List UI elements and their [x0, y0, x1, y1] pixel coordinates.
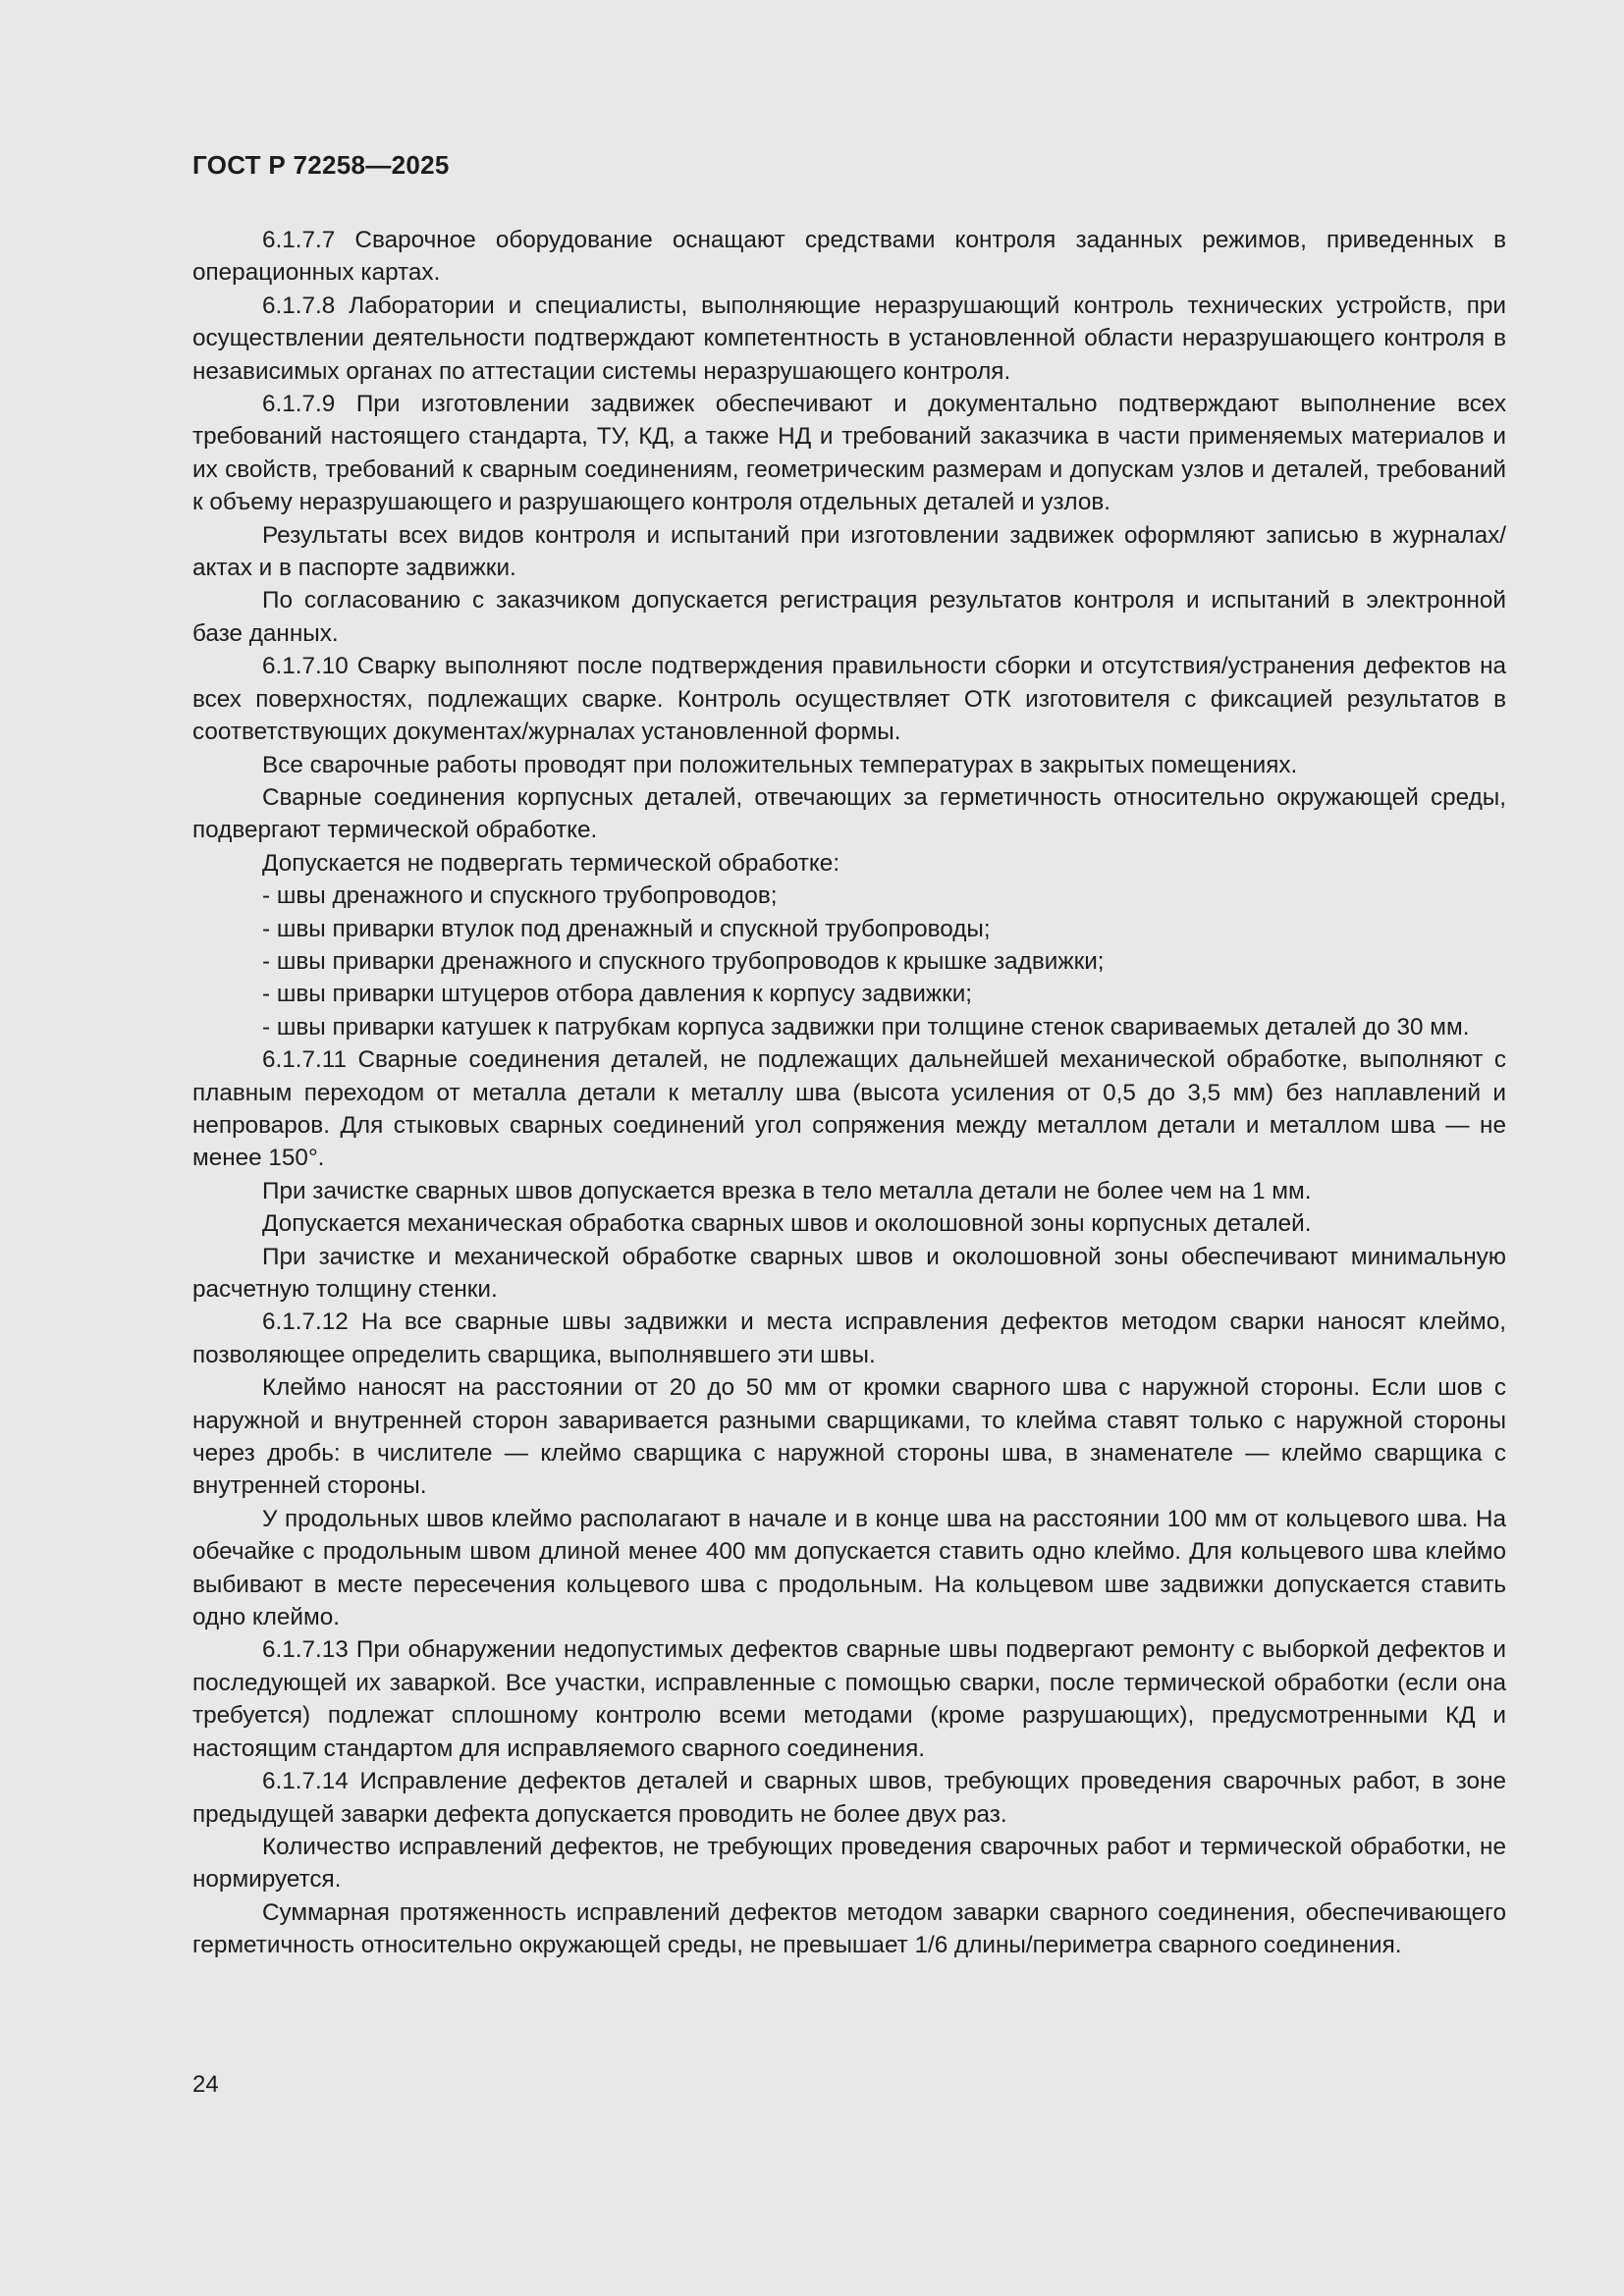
list-item: - швы дренажного и спускного трубопроводов; [262, 882, 778, 910]
paragraph: Все сварочные работы проводят при положительных температурах в закрытых помещениях. [262, 751, 1298, 778]
paragraph: 6.1.7.11 Сварные соединения деталей, не подлежащих дальнейшей механической обработке, выполняют с плавным переходом от металла детали к металлу шва (высота усиления от 0,5 до 3,5 мм) без наплавлений и непроваров. Для стыковых сварных соединений угол сопряжения между металлом детали и металлом шва — не менее 150°. [192, 1046, 1506, 1172]
paragraph: Сварные соединения корпусных деталей, отвечающих за герметичность относительно окружающей среды, подвергают термической обработке. [192, 783, 1506, 844]
paragraph: Клеймо наносят на расстоянии от 20 до 50 мм от кромки сварного шва с наружной стороны. Если шов с наружной и внутренней сторон заваривается разными сварщиками, то клейма ставят только с наружной стороны через дробь: в числителе — клеймо сварщика с наружной стороны шва, в знаменателе — клеймо сварщика с внутренней стороны. [192, 1374, 1506, 1500]
paragraph: Допускается не подвергать термической обработке: [262, 849, 840, 877]
paragraph: При зачистке сварных швов допускается врезка в тело металла детали не более чем на 1 мм. [262, 1177, 1312, 1204]
paragraph: Результаты всех видов контроля и испытаний при изготовлении задвижек оформляют записью в журналах/актах и в паспорте задвижки. [192, 521, 1506, 582]
paragraph: 6.1.7.14 Исправление дефектов деталей и сварных швов, требующих проведения сварочных работ, в зоне предыдущей заварки дефекта допускается проводить не более двух раз. [192, 1768, 1506, 1828]
document-page [192, 145, 1506, 1962]
paragraph: 6.1.7.13 При обнаружении недопустимых дефектов сварные швы подвергают ремонту с выборкой дефектов и последующей их заваркой. Все участки, исправленные с помощью сварки, после термической обработки (если она требуется) подлежат сплошному контролю всеми методами (кроме разрушающих), предусмотренными КД и настоящим стандартом для исправляемого сварного соединения. [192, 1636, 1506, 1762]
list-item: - швы приварки втулок под дренажный и спускной трубопроводы; [262, 915, 991, 942]
list-item: - швы приварки катушек к патрубкам корпуса задвижки при толщине стенок свариваемых деталей до 30 мм. [262, 1013, 1470, 1041]
paragraph: У продольных швов клеймо располагают в начале и в конце шва на расстоянии 100 мм от кольцевого шва. На обечайке с продольным швом длиной менее 400 мм допускается ставить одно клеймо. Для кольцевого шва клеймо выбивают в месте пересечения кольцевого шва с продольным. На кольцевом шве задвижки допускается ставить одно клеймо. [192, 1505, 1506, 1631]
paragraph: 6.1.7.10 Сварку выполняют после подтверждения правильности сборки и отсутствия/устранения дефектов на всех поверхностях, подлежащих сварке. Контроль осуществляет ОТК изготовителя с фиксацией результатов в соответствующих документах/журналах установленной формы. [192, 653, 1506, 746]
paragraph: 6.1.7.7 Сварочное оборудование оснащают средствами контроля заданных режимов, приведенных в операционных картах. [192, 227, 1506, 287]
document-body [192, 224, 1506, 1962]
paragraph: 6.1.7.8 Лаборатории и специалисты, выполняющие неразрушающий контроль технических устройств, при осуществлении деятельности подтверждают компетентность в установленной области неразрушающего контроля в независимых органах по аттестации системы неразрушающего контроля. [192, 292, 1506, 385]
paragraph: Суммарная протяженность исправлений дефектов методом заварки сварного соединения, обеспечивающего герметичность относительно окружающей среды, не превышает 1/6 длины/периметра сварного соединения. [192, 1898, 1506, 1959]
document-header: ГОСТ Р 72258—2025 [192, 150, 450, 180]
paragraph: Допускается механическая обработка сварных швов и околошовной зоны корпусных деталей. [262, 1210, 1312, 1238]
list-item: - швы приварки дренажного и спускного трубопроводов к крышке задвижки; [262, 947, 1105, 975]
list-item: - швы приварки штуцеров отбора давления к корпусу задвижки; [262, 981, 973, 1008]
paragraph: 6.1.7.12 На все сварные швы задвижки и места исправления дефектов методом сварки наносят клеймо, позволяющее определить сварщика, выполнявшего эти швы. [192, 1308, 1506, 1368]
paragraph: По согласованию с заказчиком допускается регистрация результатов контроля и испытаний в электронной базе данных. [192, 587, 1506, 647]
page-number: 24 [192, 2071, 219, 2098]
paragraph: При зачистке и механической обработке сварных швов и околошовной зоны обеспечивают минимальную расчетную толщину стенки. [192, 1243, 1506, 1303]
paragraph: 6.1.7.9 При изготовлении задвижек обеспечивают и документально подтверждают выполнение всех требований настоящего стандарта, ТУ, КД, а также НД и требований заказчика в части применяемых материалов и их свойств, требований к сварным соединениям, геометрическим размерам и допускам узлов и деталей, требований к объему неразрушающего и разрушающего контроля отдельных деталей и узлов. [192, 391, 1506, 516]
paragraph: Количество исправлений дефектов, не требующих проведения сварочных работ и термической обработки, не нормируется. [192, 1833, 1506, 1894]
